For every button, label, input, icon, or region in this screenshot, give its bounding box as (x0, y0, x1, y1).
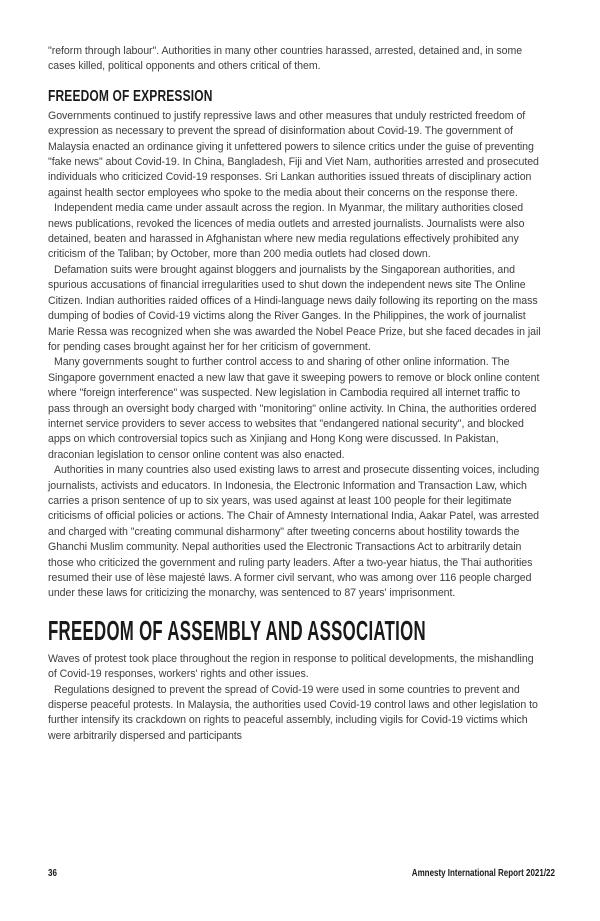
paragraph: Defamation suits were brought against bloggers and journalists by the Singaporean authorities, and spurious accusations of financial irregularities used to shut down the independent news site The Online Citizen. Indian authorities raided offices of a Hindi-language news daily following its reporting on the mass dumping of bodies of Covid-19 victims along the River Ganges. In the Philippines, the work of journalist Marie Ressa was recognized when she was awarded the Nobel Peace Prize, but she faced decades in jail for pending cases brought against her for her criticism of government. (48, 263, 541, 353)
section-heading-text: FREEDOM OF EXPRESSION (48, 87, 213, 105)
page-number: 36 (48, 868, 57, 879)
section-heading-freedom-of-assembly (48, 614, 542, 646)
paragraph: Waves of protest took place throughout the region in response to political developments, the mishandling of Covid-19 responses, workers' rights and other issues. (48, 652, 534, 681)
intro-paragraph: "reform through labour". Authorities in many other countries harassed, arrested, detained and, in some cases killed, political opponents and others critical of them. (48, 45, 523, 73)
page-footer (48, 868, 555, 880)
report-title: Amnesty International Report 2021/22 (411, 868, 555, 879)
paragraph: Independent media came under assault across the region. In Myanmar, the military authorities closed news publications, revoked the licences of media outlets and arrested journalists. Journalists were also detained, beaten and harassed in Afghanistan where new media regulations effectively prohibited any criticism of the Taliban; by October, more than 200 media outlets had closed down. (48, 202, 525, 261)
text-column (48, 44, 542, 744)
paragraph: Many governments sought to further control access to and sharing of other online information. The Singapore government enacted a new law that gave it sweeping powers to remove or block online content where "foreign interference" was suspected. New legislation in Cambodia required all internet traffic to pass through an oversight body charged with "monitoring" online activity. In China, the authorities ordered internet service providers to sever access to websites that "endangered national security", and blocked apps on which controversial topics such as Xinjiang and Hong Kong were discussed. In Pakistan, draconian legislation to censor online content was also enacted. (48, 356, 540, 461)
paragraph: Regulations designed to prevent the spread of Covid-19 were used in some countries to prevent and disperse peaceful protests. In Malaysia, the authorities used Covid-19 control laws and other legislation to further intensify its crackdown on rights to peaceful assembly, including vigils for Covid-19 victims which were arbitrarily dispersed and participants (48, 683, 538, 742)
paragraph: Governments continued to justify repressive laws and other measures that unduly restricted freedom of expression as necessary to prevent the spread of disinformation about Covid-19. The government of Malaysia enacted an ordinance giving it unfettered powers to silence critics under the guise of preventing "fake news" about Covid-19. In China, Bangladesh, Fiji and Viet Nam, authorities arrested and prosecuted individuals who criticized Covid-19 responses. Sri Lankan authorities issued threats of disciplinary action against health sector employees who spoke to the media about their concerns on the response there. (48, 109, 539, 199)
paragraph: Authorities in many countries also used existing laws to arrest and prosecute dissenting voices, including journalists, activists and educators. In Indonesia, the Electronic Information and Transaction Law, which carries a prison sentence of up to six years, was used against at least 100 people for their legitimate criticisms of official policies or actions. The Chair of Amnesty International India, Aakar Patel, was arrested and charged with "creating communal disharmony" after tweeting concerns about hostility towards the Ghanchi Muslim community. Nepal authorities used the Electronic Transactions Act to arbitrarily detain those who criticized the government and ruling party leaders. After a two-year hiatus, the Thai authorities resumed their use of lèse majesté laws. A former civil servant, who was among over 116 people charged under these laws for criticizing the monarchy, was sentenced to 87 years' imprisonment. (48, 464, 540, 600)
section-heading-text: FREEDOM OF ASSEMBLY AND ASSOCIATION (48, 614, 426, 646)
section-heading-freedom-of-expression (48, 89, 542, 105)
